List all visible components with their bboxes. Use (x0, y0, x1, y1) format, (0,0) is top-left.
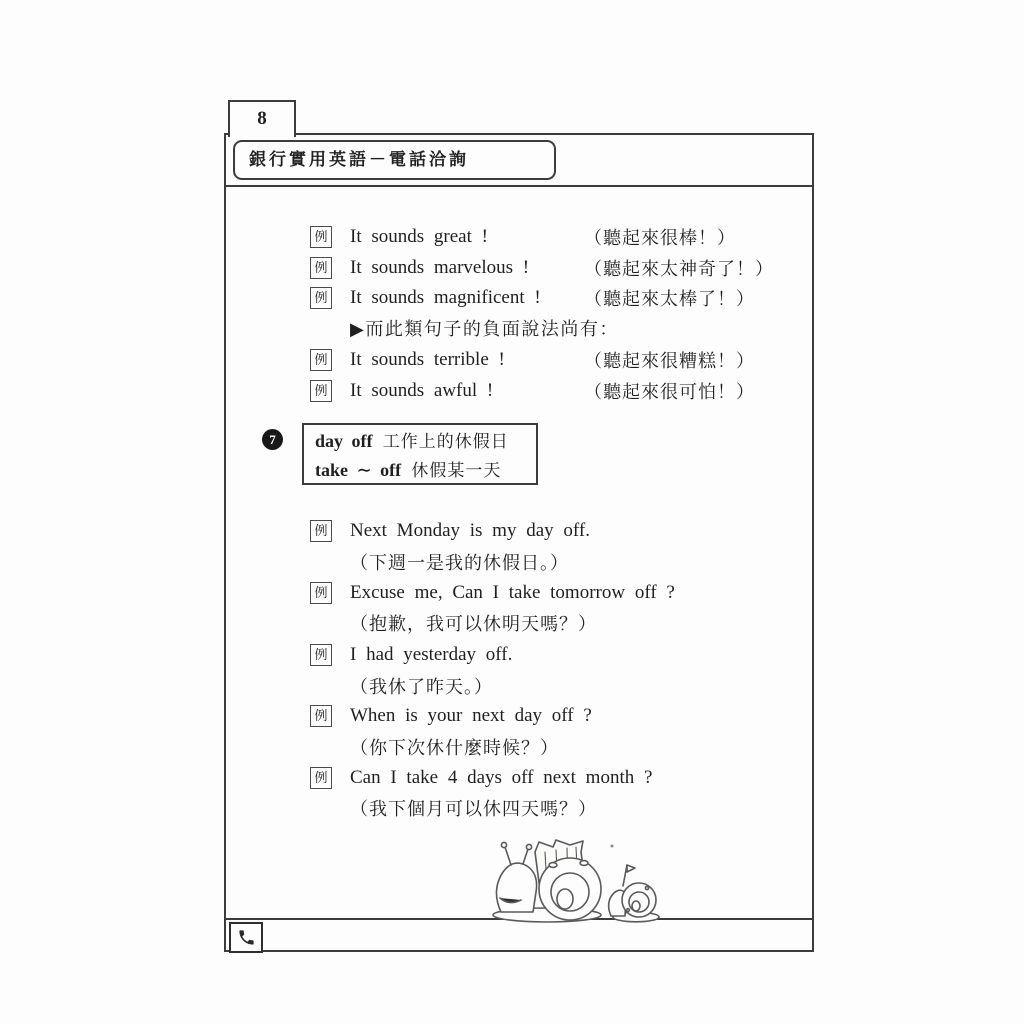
english-sentence: It sounds magnificent ! (350, 287, 541, 308)
page-number: 8 (257, 108, 267, 129)
example-marker: 例 (310, 226, 332, 248)
example-row (0, 701, 1024, 731)
chapter-title: 銀行實用英語－電話洽詢 (249, 150, 469, 169)
translation-row (0, 671, 1024, 701)
example-marker: 例 (310, 349, 332, 371)
example-row (0, 253, 1024, 283)
vocab-definition: 工作上的休假日 (382, 432, 509, 451)
example-row (0, 345, 1024, 375)
english-sentence: Can I take 4 days off next month ? (350, 767, 653, 788)
english-sentence: It sounds awful ! (350, 380, 494, 401)
chapter-title-box (233, 140, 556, 180)
example-row (0, 516, 1024, 546)
phone-icon (237, 928, 256, 947)
example-marker: 例 (310, 644, 332, 666)
phone-icon-box (229, 922, 263, 953)
vocab-box (302, 423, 538, 485)
chinese-translation: （你下次休什麼時候？） (350, 738, 559, 758)
example-row (0, 376, 1024, 406)
chinese-translation: （聽起來很棒！） (584, 228, 736, 248)
english-sentence: Excuse me, Can I take tomorrow off ? (350, 582, 675, 603)
chinese-translation: （我下個月可以休四天嗎？） (350, 799, 597, 819)
example-marker: 例 (310, 380, 332, 402)
chinese-translation: （聽起來很糟糕！） (584, 351, 755, 371)
chinese-translation: （聽起來很可怕！） (584, 382, 755, 402)
example-marker: 例 (310, 582, 332, 604)
header-divider (224, 185, 814, 187)
example-marker: 例 (310, 767, 332, 789)
chinese-translation: （聽起來太神奇了！） (584, 259, 774, 279)
negative-note: ▶而此類句子的負面說法尚有： (350, 319, 619, 339)
translation-row (0, 608, 1024, 638)
vocab-term: day off (315, 431, 373, 451)
example-row (0, 578, 1024, 608)
example-marker: 例 (310, 705, 332, 727)
english-sentence: When is your next day off ? (350, 705, 592, 726)
translation-row (0, 547, 1024, 577)
chinese-translation: （抱歉，我可以休明天嗎？） (350, 614, 597, 634)
example-row (0, 763, 1024, 793)
example-row (0, 283, 1024, 313)
note-row (0, 314, 1024, 344)
example-row (0, 222, 1024, 252)
vocab-definition: 休假某一天 (411, 461, 502, 480)
vocab-number-badge: 7 (262, 429, 283, 450)
vocab-line (315, 427, 536, 456)
english-sentence: It sounds great ! (350, 226, 488, 247)
snails-illustration (473, 838, 691, 926)
example-marker: 例 (310, 257, 332, 279)
chinese-translation: （下週一是我的休假日。） (350, 553, 569, 573)
example-marker: 例 (310, 287, 332, 309)
example-row (0, 640, 1024, 670)
vocab-term: take ∼ off (315, 460, 402, 480)
english-sentence: It sounds marvelous ! (350, 257, 530, 278)
chinese-translation: （聽起來太棒了！） (584, 289, 755, 309)
translation-row (0, 793, 1024, 823)
vocab-line (315, 456, 536, 485)
example-marker: 例 (310, 520, 332, 542)
english-sentence: I had yesterday off. (350, 644, 513, 665)
translation-row (0, 732, 1024, 762)
page-number-tab (228, 100, 296, 137)
english-sentence: Next Monday is my day off. (350, 520, 590, 541)
english-sentence: It sounds terrible ! (350, 349, 505, 370)
chinese-translation: （我休了昨天。） (350, 677, 493, 697)
